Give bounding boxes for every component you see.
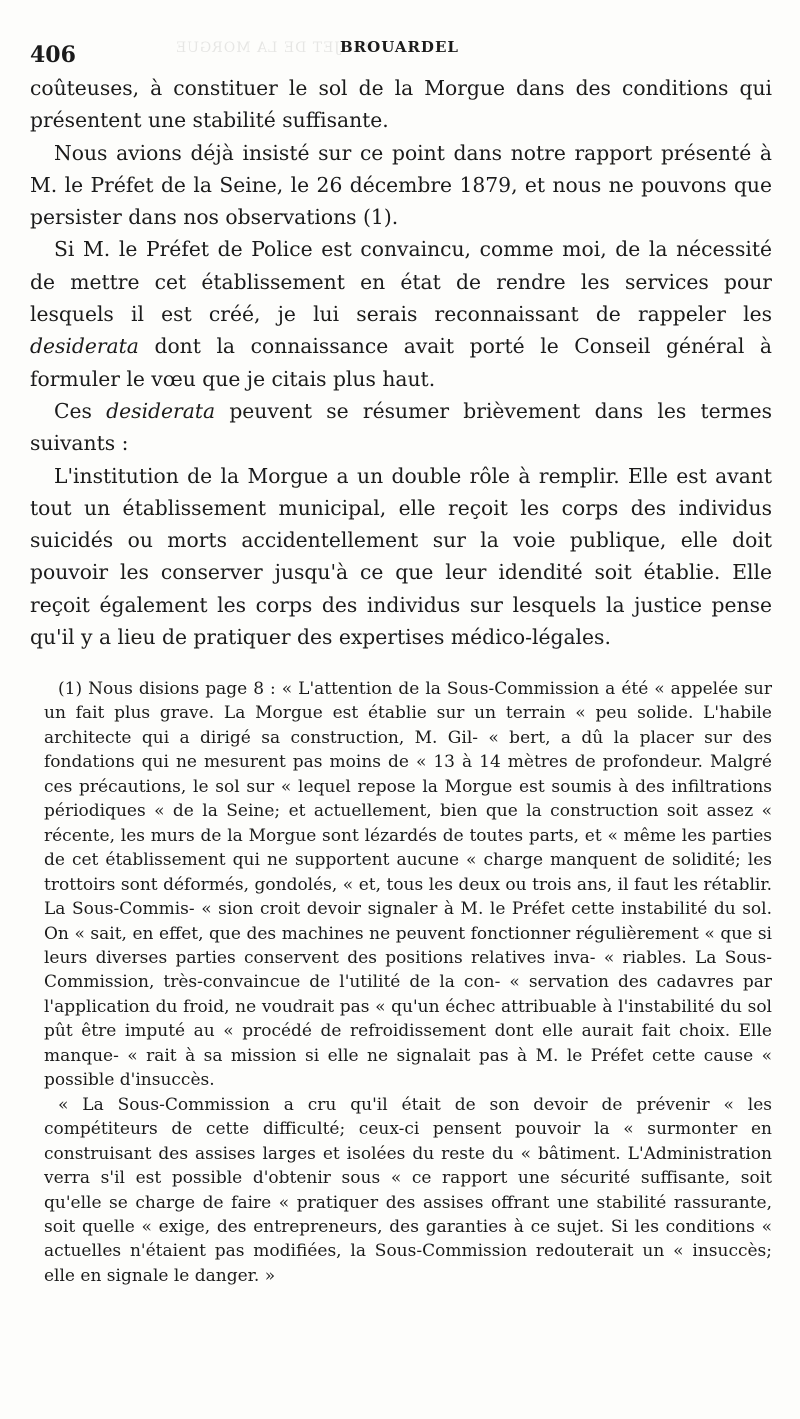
footnote-paragraph-1: (1) Nous disions page 8 : « L'attention de la Sous-Commission a été « appelée sur un fait plus grave. La Morgue est établie sur un terrain « peu solide. L'habile architecte qui a dirigé sa construction, M. Gil- « bert, a dû la placer sur des fondations qui ne mesurent pas moins de « 13 à 14 mètres de profondeur. Malgré ces précautions, le sol sur « lequel repose la Morgue est soumis à des infiltrations périodiques « de la Seine; et actuellement, bien que la construction soit assez « récente, les murs de la Morgue sont lézardés de toutes parts, et « même les parties de cet établissement qui ne supportent aucune « charge manquent de solidité; les trottoirs sont déformés, gondolés, « et, tous les deux ou trois ans, il faut les rétablir. La Sous-Commis- « sion croit devoir signaler à M. le Préfet cette instabilité du sol. On « sait, en effet, que des machines ne peuvent fonctionner régulièrement « que si leurs diverses parties conservent des positions relatives inva- « riables. La Sous-Commission, très-convaincue de l'utilité de la con- « servation des cadavres par l'application du froid, ne voudrait pas « qu'un échec attribuable à l'instabilité du sol pût être imputé au « procédé de refroidissement dont elle aurait fait choix. Elle manque- « rait à sa mission si elle ne signalait pas à M. le Préfet cette cause « possible d'insuccès. [44,679,772,1091]
footnote-paragraph-2: « La Sous-Commission a cru qu'il était de son devoir de prévenir « les compétiteurs de cette difficulté; ceux-ci pensent pouvoir la « surmonter en construisant des assises larges et isolées du reste du « bâtiment. L'Administration verra s'il est possible d'obtenir sous « ce rapport une sécurité suffisante, soit qu'elle se charge de faire « pratiquer des assises offrant une stabilité rassurante, soit quelle « exige, des entrepreneurs, des garanties à ce sujet. Si les conditions « actuelles n'étaient pas modifiées, la Sous-Commission redouterait un « insuccès; elle en signale le danger. » [44,1094,772,1286]
footnote-block [44,677,772,1288]
paragraph-4 [30,395,772,460]
paragraph-1: coûteuses, à constituer le sol de la Morgue dans des conditions qui présentent une stabilité suffisante. [30,76,772,133]
paragraph-3 [30,233,772,394]
paragraph-3-emphasis: desiderata [30,334,139,359]
show-through-bleed: PROJET DE LA MORGUE [175,40,375,56]
main-text [30,72,772,653]
paragraph-4-rest: peuvent se résumer brièvement dans les termes suivants : [30,398,772,456]
paragraph-3-text: Si M. le Préfet de Police est convaincu, comme moi, de la nécessité de mettre cet établissement en état de rendre les services pour lesquels il est créé, je lui serais reconnaissant de rappeler les desiderata dont la connaissance avait porté le Conseil général à formuler le vœu que je citais plus haut. [30,237,772,391]
paragraph-2: Nous avions déjà insisté sur ce point dans notre rapport présenté à M. le Préfet de la Seine, le 26 décembre 1879, et nous ne pouvons que persister dans nos observations (1). [30,140,772,230]
page-number: 406 [30,42,76,68]
paragraph-4-lead: Ces [54,398,107,423]
paragraph-4-emphasis: desiderata [106,398,216,423]
paragraph-5: L'institution de la Morgue a un double rôle à remplir. Elle est avant tout un établissement municipal, elle reçoit les corps des individus suicidés ou morts accidentellement sur la voie publique, elle doit pouvoir les conserver jusqu'à ce que leur idendité soit établie. Elle reçoit également les corps des individus sur lesquels la justice pense qu'il y a lieu de pratiquer des expertises médico-légales. [30,463,772,650]
running-head: BROUARDEL [340,38,459,56]
page-header [30,38,770,68]
